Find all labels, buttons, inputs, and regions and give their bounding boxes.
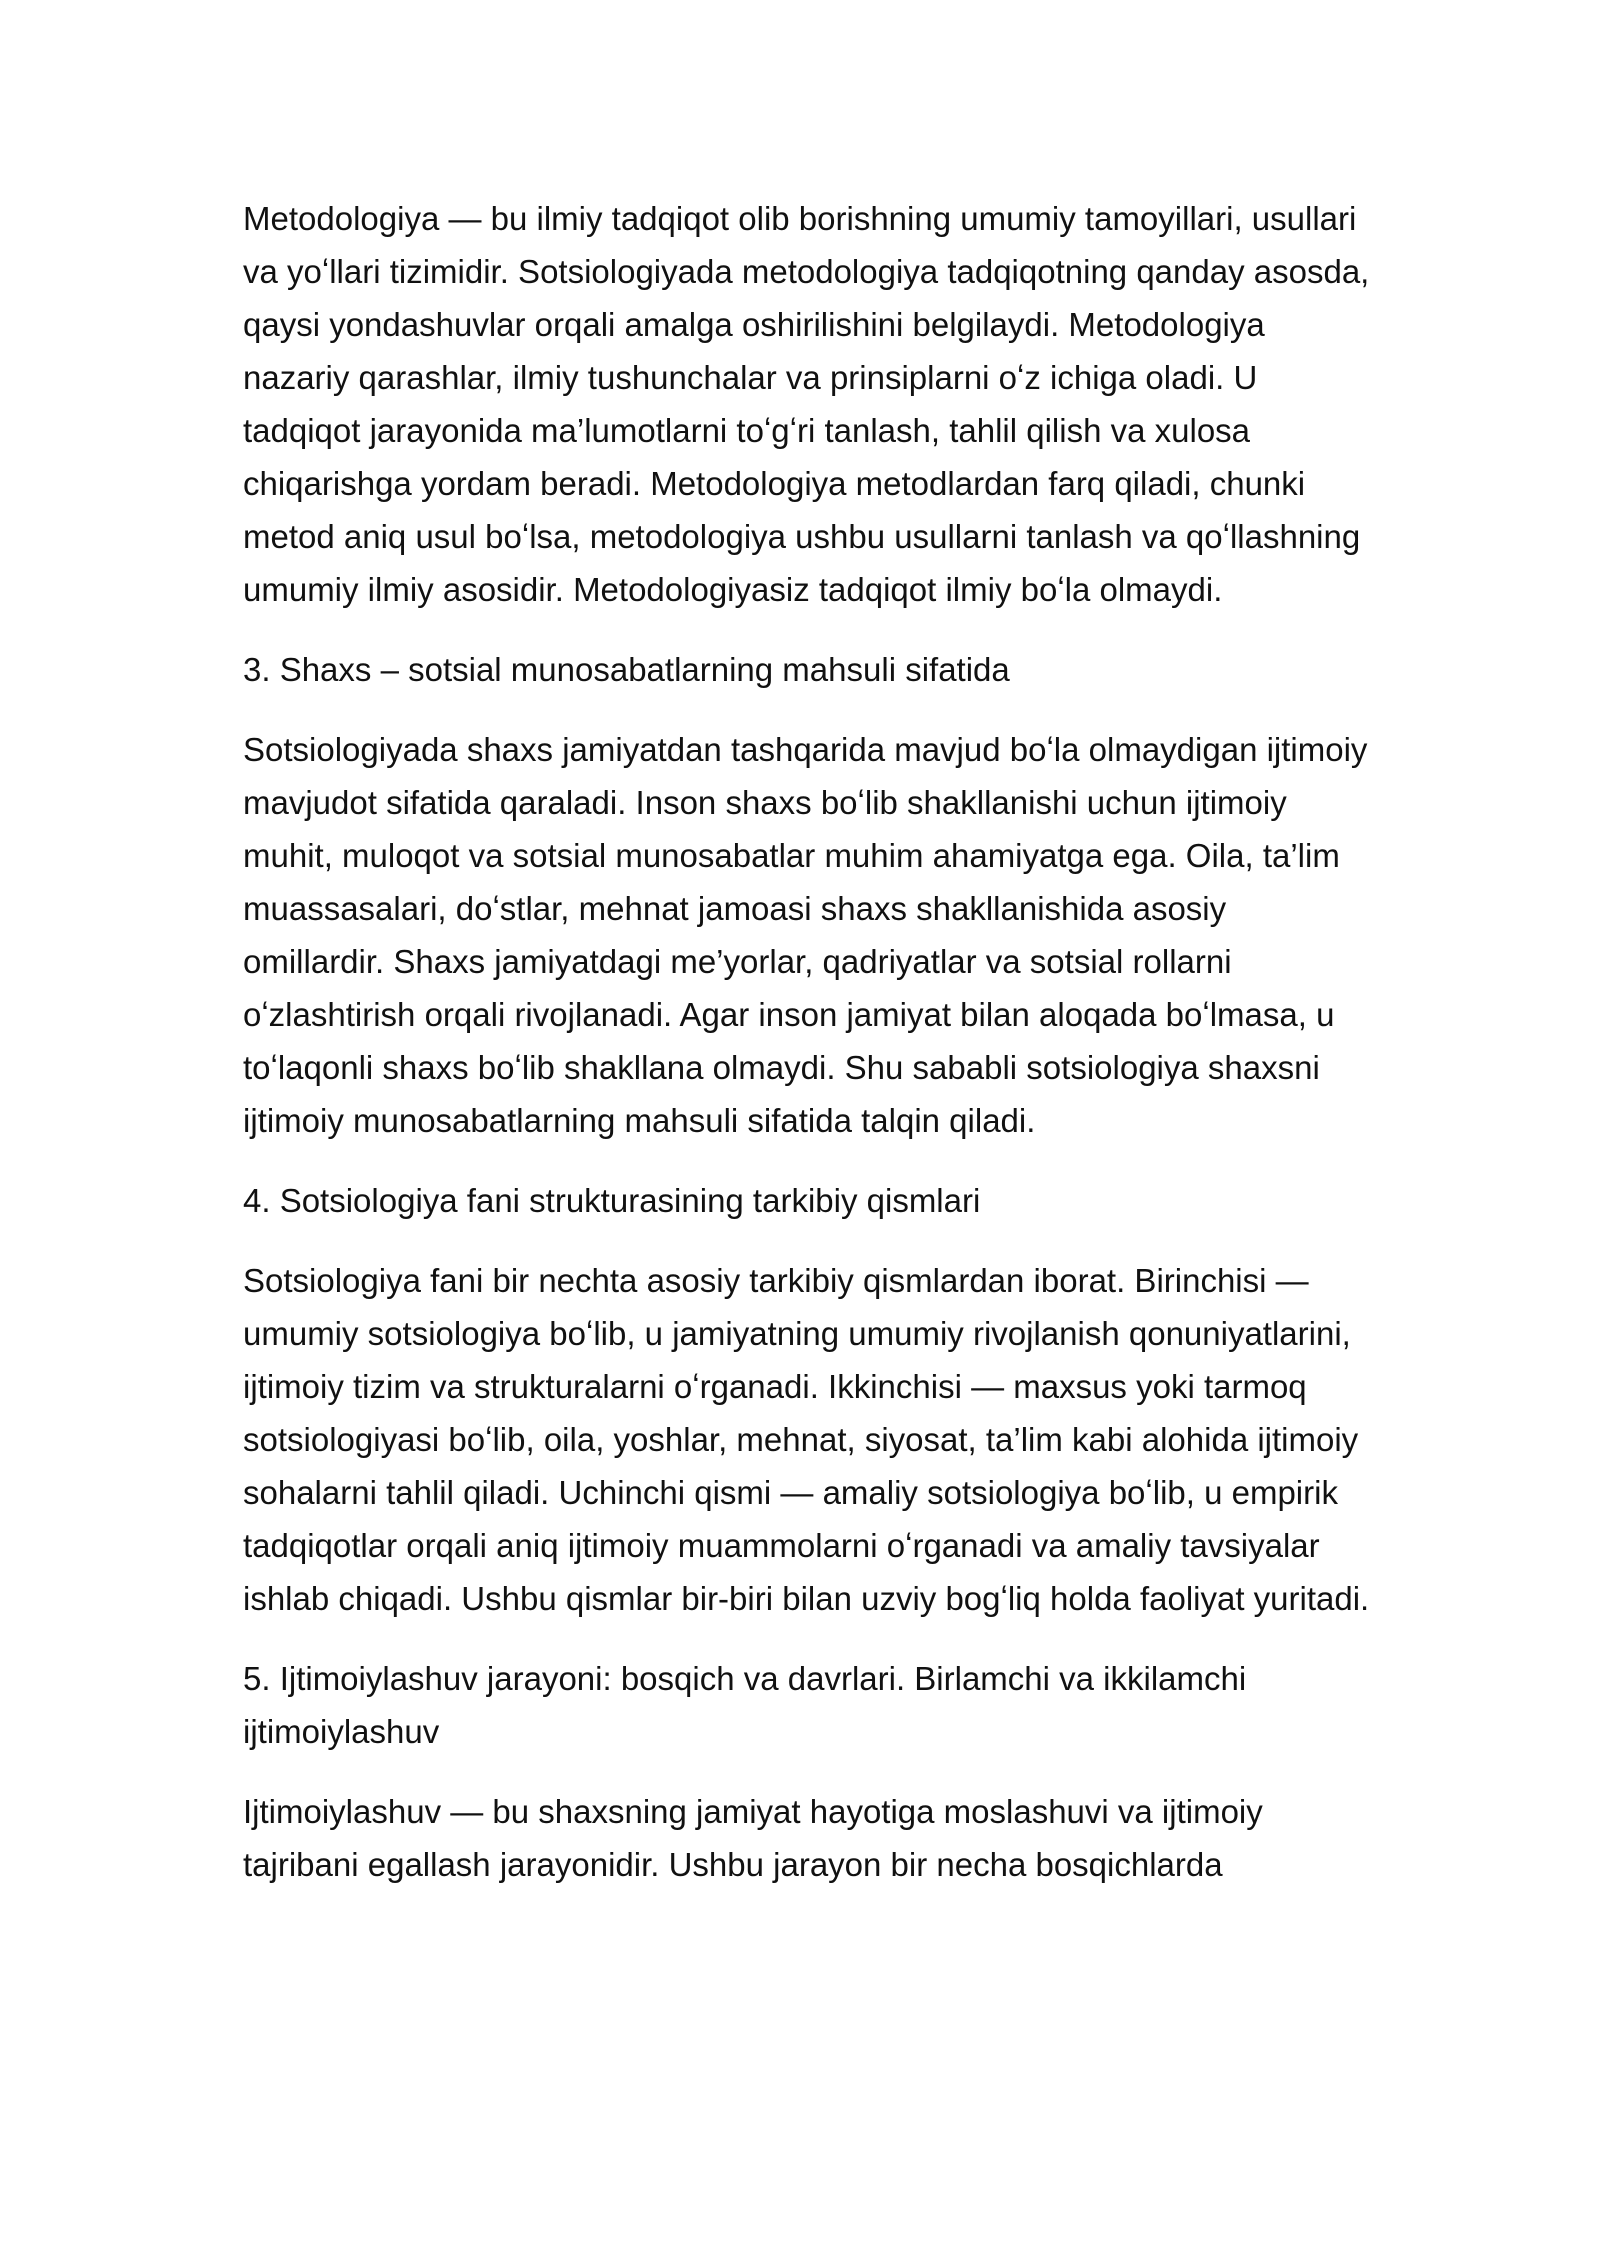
paragraph-methodology: Metodologiya — bu ilmiy tadqiqot olib borishning umumiy tamoyillari, usullari va yoʻllari tizimidir. Sotsiologiyada metodologiya tadqiqotning qanday asosda, qaysi yondashuvlar orqali amalga oshirilishini belgilaydi. Metodologiya nazariy qarashlar, ilmiy tushunchalar va prinsiplarni oʻz ichiga oladi. U tadqiqot jarayonida ma’lumotlarni toʻgʻri tanlash, tahlil qilish va xulosa chiqarishga yordam beradi. Metodologiya metodlardan farq qiladi, chunki metod aniq usul boʻlsa, metodologiya ushbu usullarni tanlash va qoʻllashning umumiy ilmiy asosidir. Metodologiyasiz tadqiqot ilmiy boʻla olmaydi.	[243, 200, 1370, 608]
heading-section-3: 3. Shaxs – sotsial munosabatlarning mahsuli sifatida	[243, 651, 1010, 688]
heading-section-4: 4. Sotsiologiya fani strukturasining tarkibiy qismlari	[243, 1182, 981, 1219]
paragraph-sociology-structure: Sotsiologiya fani bir nechta asosiy tarkibiy qismlardan iborat. Birinchisi — umumiy sotsiologiya boʻlib, u jamiyatning umumiy rivojlanish qonuniyatlarini, ijtimoiy tizim va strukturalarni oʻrganadi. Ikkinchisi — maxsus yoki tarmoq sotsiologiyasi boʻlib, oila, yoshlar, mehnat, siyosat, ta’lim kabi alohida ijtimoiy sohalarni tahlil qiladi. Uchinchi qismi — amaliy sotsiologiya boʻlib, u empirik tadqiqotlar orqali aniq ijtimoiy muammolarni oʻrganadi va amaliy tavsiyalar ishlab chiqadi. Ushbu qismlar bir-biri bilan uzviy bogʻliq holda faoliyat yuritadi.	[243, 1262, 1370, 1617]
paragraph-personality: Sotsiologiyada shaxs jamiyatdan tashqarida mavjud boʻla olmaydigan ijtimoiy mavjudot sifatida qaraladi. Inson shaxs boʻlib shakllanishi uchun ijtimoiy muhit, muloqot va sotsial munosabatlar muhim ahamiyatga ega. Oila, ta’lim muassasalari, doʻstlar, mehnat jamoasi shaxs shakllanishida asosiy omillardir. Shaxs jamiyatdagi me’yorlar, qadriyatlar va sotsial rollarni oʻzlashtirish orqali rivojlanadi. Agar inson jamiyat bilan aloqada boʻlmasa, u toʻlaqonli shaxs boʻlib shakllana olmaydi. Shu sababli sotsiologiya shaxsni ijtimoiy munosabatlarning mahsuli sifatida talqin qiladi.	[243, 731, 1368, 1139]
document-body	[243, 192, 1373, 1918]
heading-section-5: 5. Ijtimoiylashuv jarayoni: bosqich va davrlari. Birlamchi va ikkilamchi ijtimoiylashuv	[243, 1660, 1247, 1750]
paragraph-socialization: Ijtimoiylashuv — bu shaxsning jamiyat hayotiga moslashuvi va ijtimoiy tajribani egallash jarayonidir. Ushbu jarayon bir necha bosqichlarda	[243, 1793, 1263, 1883]
